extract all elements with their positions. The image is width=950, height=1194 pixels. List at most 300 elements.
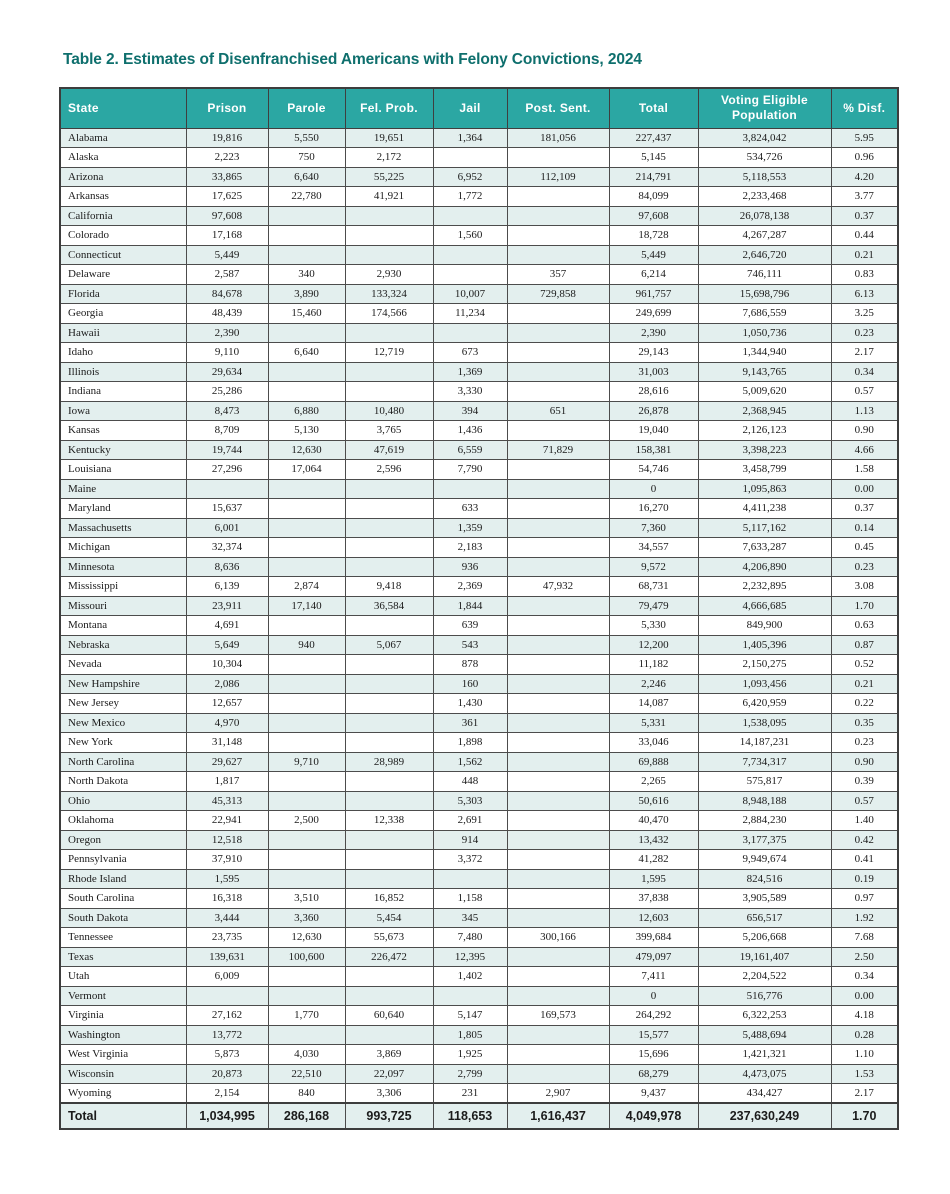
- value-cell: [268, 226, 345, 246]
- value-cell: 6,640: [268, 343, 345, 363]
- value-cell: 9,437: [609, 1084, 698, 1104]
- state-cell: Montana: [60, 616, 186, 636]
- table-row: [60, 1006, 898, 1026]
- total-value-cell: 237,630,249: [698, 1103, 831, 1129]
- value-cell: 5,488,694: [698, 1025, 831, 1045]
- value-cell: 1,925: [433, 1045, 507, 1065]
- state-cell: Pennsylvania: [60, 850, 186, 870]
- total-label-cell: Total: [60, 1103, 186, 1129]
- value-cell: 23,735: [186, 928, 268, 948]
- value-cell: 361: [433, 713, 507, 733]
- value-cell: 6,420,959: [698, 694, 831, 714]
- value-cell: 15,637: [186, 499, 268, 519]
- value-cell: [507, 460, 609, 480]
- table-row: [60, 187, 898, 207]
- value-cell: 7,633,287: [698, 538, 831, 558]
- table-row: [60, 791, 898, 811]
- value-cell: 7,734,317: [698, 752, 831, 772]
- value-cell: 5,009,620: [698, 382, 831, 402]
- value-cell: [507, 986, 609, 1006]
- value-cell: 1,095,863: [698, 479, 831, 499]
- value-cell: 6,640: [268, 167, 345, 187]
- value-cell: [345, 674, 433, 694]
- value-cell: 26,078,138: [698, 206, 831, 226]
- column-header-total: Total: [609, 88, 698, 128]
- value-cell: 214,791: [609, 167, 698, 187]
- table-row: [60, 635, 898, 655]
- state-cell: Hawaii: [60, 323, 186, 343]
- value-cell: [268, 479, 345, 499]
- value-cell: 1.70: [831, 596, 898, 616]
- value-cell: 1,562: [433, 752, 507, 772]
- value-cell: [433, 206, 507, 226]
- value-cell: 79,479: [609, 596, 698, 616]
- value-cell: 9,110: [186, 343, 268, 363]
- state-cell: Wyoming: [60, 1084, 186, 1104]
- value-cell: 8,709: [186, 421, 268, 441]
- value-cell: 2.17: [831, 1084, 898, 1104]
- value-cell: 27,162: [186, 1006, 268, 1026]
- column-header-parole: Parole: [268, 88, 345, 128]
- value-cell: 10,304: [186, 655, 268, 675]
- value-cell: 50,616: [609, 791, 698, 811]
- value-cell: 5,303: [433, 791, 507, 811]
- value-cell: 100,600: [268, 947, 345, 967]
- state-cell: Michigan: [60, 538, 186, 558]
- value-cell: [268, 967, 345, 987]
- value-cell: [268, 869, 345, 889]
- state-cell: Nevada: [60, 655, 186, 675]
- value-cell: [345, 499, 433, 519]
- value-cell: 31,148: [186, 733, 268, 753]
- value-cell: 1.40: [831, 811, 898, 831]
- table-row: [60, 655, 898, 675]
- value-cell: 1.58: [831, 460, 898, 480]
- value-cell: 25,286: [186, 382, 268, 402]
- value-cell: 5,145: [609, 148, 698, 168]
- value-cell: 543: [433, 635, 507, 655]
- value-cell: 1,050,736: [698, 323, 831, 343]
- value-cell: 19,040: [609, 421, 698, 441]
- value-cell: 0.90: [831, 752, 898, 772]
- value-cell: 68,731: [609, 577, 698, 597]
- value-cell: [268, 382, 345, 402]
- value-cell: 5,147: [433, 1006, 507, 1026]
- value-cell: [507, 1045, 609, 1065]
- column-header-prison: Prison: [186, 88, 268, 128]
- table-row: [60, 811, 898, 831]
- value-cell: 3,765: [345, 421, 433, 441]
- value-cell: [433, 479, 507, 499]
- table-row: [60, 830, 898, 850]
- value-cell: 8,948,188: [698, 791, 831, 811]
- value-cell: [507, 421, 609, 441]
- value-cell: 0.23: [831, 733, 898, 753]
- value-cell: 1.53: [831, 1064, 898, 1084]
- value-cell: 0.34: [831, 362, 898, 382]
- value-cell: 7,411: [609, 967, 698, 987]
- state-cell: Vermont: [60, 986, 186, 1006]
- value-cell: [433, 323, 507, 343]
- value-cell: 6.13: [831, 284, 898, 304]
- value-cell: 5,550: [268, 128, 345, 148]
- table-row: [60, 947, 898, 967]
- table-row: [60, 557, 898, 577]
- value-cell: 84,099: [609, 187, 698, 207]
- value-cell: 17,140: [268, 596, 345, 616]
- total-value-cell: 1.70: [831, 1103, 898, 1129]
- value-cell: 7.68: [831, 928, 898, 948]
- column-header-fel-prob: Fel. Prob.: [345, 88, 433, 128]
- state-cell: Tennessee: [60, 928, 186, 948]
- value-cell: [186, 479, 268, 499]
- value-cell: [507, 362, 609, 382]
- value-cell: 2,646,720: [698, 245, 831, 265]
- value-cell: 0.44: [831, 226, 898, 246]
- value-cell: 0.28: [831, 1025, 898, 1045]
- value-cell: 824,516: [698, 869, 831, 889]
- value-cell: [345, 772, 433, 792]
- value-cell: [345, 616, 433, 636]
- state-cell: New Jersey: [60, 694, 186, 714]
- value-cell: [507, 1064, 609, 1084]
- value-cell: 4,691: [186, 616, 268, 636]
- value-cell: [345, 226, 433, 246]
- state-cell: Colorado: [60, 226, 186, 246]
- value-cell: 174,566: [345, 304, 433, 324]
- value-cell: [507, 752, 609, 772]
- value-cell: 840: [268, 1084, 345, 1104]
- value-cell: 16,318: [186, 889, 268, 909]
- table-row: [60, 733, 898, 753]
- value-cell: 15,577: [609, 1025, 698, 1045]
- table-row: [60, 772, 898, 792]
- value-cell: 11,234: [433, 304, 507, 324]
- value-cell: 3,905,589: [698, 889, 831, 909]
- value-cell: 1,359: [433, 518, 507, 538]
- value-cell: 2,369: [433, 577, 507, 597]
- value-cell: 0.14: [831, 518, 898, 538]
- value-cell: 1,560: [433, 226, 507, 246]
- value-cell: 16,852: [345, 889, 433, 909]
- value-cell: 3,360: [268, 908, 345, 928]
- table-row: [60, 479, 898, 499]
- value-cell: 399,684: [609, 928, 698, 948]
- value-cell: 17,625: [186, 187, 268, 207]
- value-cell: [268, 1025, 345, 1045]
- total-value-cell: 118,653: [433, 1103, 507, 1129]
- value-cell: 0.00: [831, 986, 898, 1006]
- value-cell: 878: [433, 655, 507, 675]
- state-cell: California: [60, 206, 186, 226]
- value-cell: 11,182: [609, 655, 698, 675]
- value-cell: [507, 694, 609, 714]
- value-cell: 2,204,522: [698, 967, 831, 987]
- state-cell: Oklahoma: [60, 811, 186, 831]
- state-cell: Alabama: [60, 128, 186, 148]
- value-cell: 1,436: [433, 421, 507, 441]
- total-value-cell: 1,616,437: [507, 1103, 609, 1129]
- value-cell: 71,829: [507, 440, 609, 460]
- value-cell: [507, 596, 609, 616]
- disenfranchisement-table: [59, 87, 899, 1130]
- value-cell: 26,878: [609, 401, 698, 421]
- value-cell: [433, 148, 507, 168]
- value-cell: [507, 206, 609, 226]
- value-cell: 0.57: [831, 791, 898, 811]
- value-cell: 2,596: [345, 460, 433, 480]
- value-cell: 6,214: [609, 265, 698, 285]
- value-cell: 4.20: [831, 167, 898, 187]
- table-row: [60, 694, 898, 714]
- value-cell: [507, 148, 609, 168]
- table-row: [60, 986, 898, 1006]
- value-cell: 3,444: [186, 908, 268, 928]
- state-cell: Arkansas: [60, 187, 186, 207]
- value-cell: 2,150,275: [698, 655, 831, 675]
- value-cell: 47,619: [345, 440, 433, 460]
- value-cell: [507, 889, 609, 909]
- value-cell: 1,595: [186, 869, 268, 889]
- value-cell: 0.37: [831, 499, 898, 519]
- value-cell: 9,418: [345, 577, 433, 597]
- value-cell: 0.97: [831, 889, 898, 909]
- value-cell: 750: [268, 148, 345, 168]
- value-cell: 0.21: [831, 245, 898, 265]
- value-cell: [268, 986, 345, 1006]
- state-cell: Missouri: [60, 596, 186, 616]
- value-cell: 2,126,123: [698, 421, 831, 441]
- table-footer: [60, 1103, 898, 1129]
- table-row: [60, 382, 898, 402]
- value-cell: 48,439: [186, 304, 268, 324]
- value-cell: 0.52: [831, 655, 898, 675]
- value-cell: [345, 323, 433, 343]
- table-row: [60, 850, 898, 870]
- value-cell: [507, 811, 609, 831]
- total-value-cell: 993,725: [345, 1103, 433, 1129]
- value-cell: 14,087: [609, 694, 698, 714]
- value-cell: 656,517: [698, 908, 831, 928]
- state-cell: Illinois: [60, 362, 186, 382]
- value-cell: [507, 187, 609, 207]
- state-cell: South Dakota: [60, 908, 186, 928]
- value-cell: 4,666,685: [698, 596, 831, 616]
- value-cell: 849,900: [698, 616, 831, 636]
- value-cell: 5.95: [831, 128, 898, 148]
- value-cell: 19,816: [186, 128, 268, 148]
- value-cell: [507, 674, 609, 694]
- value-cell: 2,265: [609, 772, 698, 792]
- value-cell: 9,143,765: [698, 362, 831, 382]
- value-cell: 5,873: [186, 1045, 268, 1065]
- value-cell: 1,402: [433, 967, 507, 987]
- value-cell: [268, 538, 345, 558]
- state-cell: Indiana: [60, 382, 186, 402]
- value-cell: [345, 694, 433, 714]
- value-cell: 7,480: [433, 928, 507, 948]
- value-cell: 300,166: [507, 928, 609, 948]
- value-cell: 3,510: [268, 889, 345, 909]
- value-cell: 914: [433, 830, 507, 850]
- value-cell: [268, 694, 345, 714]
- value-cell: [507, 655, 609, 675]
- value-cell: 12,200: [609, 635, 698, 655]
- value-cell: 133,324: [345, 284, 433, 304]
- value-cell: [268, 713, 345, 733]
- value-cell: 0.96: [831, 148, 898, 168]
- value-cell: 2,500: [268, 811, 345, 831]
- value-cell: [268, 245, 345, 265]
- value-cell: 60,640: [345, 1006, 433, 1026]
- value-cell: [345, 655, 433, 675]
- value-cell: [507, 830, 609, 850]
- value-cell: 2,390: [186, 323, 268, 343]
- value-cell: 31,003: [609, 362, 698, 382]
- value-cell: [345, 869, 433, 889]
- state-cell: Kansas: [60, 421, 186, 441]
- state-cell: Arizona: [60, 167, 186, 187]
- state-cell: Louisiana: [60, 460, 186, 480]
- value-cell: [268, 850, 345, 870]
- value-cell: 0.22: [831, 694, 898, 714]
- value-cell: [345, 733, 433, 753]
- value-cell: 3,372: [433, 850, 507, 870]
- value-cell: 4.66: [831, 440, 898, 460]
- value-cell: 6,139: [186, 577, 268, 597]
- value-cell: 5,130: [268, 421, 345, 441]
- table-row: [60, 362, 898, 382]
- value-cell: [507, 343, 609, 363]
- value-cell: 97,608: [609, 206, 698, 226]
- total-value-cell: 4,049,978: [609, 1103, 698, 1129]
- state-cell: Delaware: [60, 265, 186, 285]
- value-cell: 3,306: [345, 1084, 433, 1104]
- value-cell: 68,279: [609, 1064, 698, 1084]
- table-row: [60, 1064, 898, 1084]
- state-cell: Alaska: [60, 148, 186, 168]
- state-cell: Minnesota: [60, 557, 186, 577]
- state-cell: Rhode Island: [60, 869, 186, 889]
- value-cell: 22,941: [186, 811, 268, 831]
- value-cell: 28,989: [345, 752, 433, 772]
- value-cell: 6,559: [433, 440, 507, 460]
- table-row: [60, 1025, 898, 1045]
- value-cell: 5,117,162: [698, 518, 831, 538]
- value-cell: [507, 733, 609, 753]
- value-cell: 340: [268, 265, 345, 285]
- value-cell: 6,952: [433, 167, 507, 187]
- table-row: [60, 148, 898, 168]
- value-cell: 32,374: [186, 538, 268, 558]
- value-cell: 2,874: [268, 577, 345, 597]
- table-row: [60, 343, 898, 363]
- value-cell: 264,292: [609, 1006, 698, 1026]
- value-cell: 6,322,253: [698, 1006, 831, 1026]
- value-cell: 2,691: [433, 811, 507, 831]
- state-cell: West Virginia: [60, 1045, 186, 1065]
- value-cell: [345, 382, 433, 402]
- value-cell: 226,472: [345, 947, 433, 967]
- value-cell: [507, 635, 609, 655]
- value-cell: 1,817: [186, 772, 268, 792]
- value-cell: [345, 206, 433, 226]
- value-cell: [433, 245, 507, 265]
- value-cell: 33,865: [186, 167, 268, 187]
- value-cell: 160: [433, 674, 507, 694]
- state-cell: Texas: [60, 947, 186, 967]
- table-row: [60, 284, 898, 304]
- value-cell: 2,884,230: [698, 811, 831, 831]
- column-header-jail: Jail: [433, 88, 507, 128]
- table-row: [60, 713, 898, 733]
- value-cell: 5,118,553: [698, 167, 831, 187]
- value-cell: 29,627: [186, 752, 268, 772]
- value-cell: 27,296: [186, 460, 268, 480]
- value-cell: [268, 733, 345, 753]
- table-row: [60, 752, 898, 772]
- value-cell: 6,009: [186, 967, 268, 987]
- value-cell: 139,631: [186, 947, 268, 967]
- value-cell: 357: [507, 265, 609, 285]
- table-row: [60, 401, 898, 421]
- state-cell: Maryland: [60, 499, 186, 519]
- value-cell: 0.42: [831, 830, 898, 850]
- table-row: [60, 421, 898, 441]
- value-cell: 2,930: [345, 265, 433, 285]
- value-cell: [507, 713, 609, 733]
- value-cell: 746,111: [698, 265, 831, 285]
- value-cell: 3.77: [831, 187, 898, 207]
- value-cell: 1,772: [433, 187, 507, 207]
- value-cell: 673: [433, 343, 507, 363]
- value-cell: 41,921: [345, 187, 433, 207]
- value-cell: 4,473,075: [698, 1064, 831, 1084]
- state-cell: North Dakota: [60, 772, 186, 792]
- value-cell: [345, 1025, 433, 1045]
- value-cell: [507, 772, 609, 792]
- value-cell: 84,678: [186, 284, 268, 304]
- value-cell: 22,780: [268, 187, 345, 207]
- value-cell: [345, 791, 433, 811]
- value-cell: 3,824,042: [698, 128, 831, 148]
- table-row: [60, 460, 898, 480]
- header-row: [60, 88, 898, 128]
- value-cell: [345, 967, 433, 987]
- value-cell: 0.39: [831, 772, 898, 792]
- value-cell: [507, 538, 609, 558]
- table-row: [60, 206, 898, 226]
- value-cell: 14,187,231: [698, 733, 831, 753]
- state-cell: Nebraska: [60, 635, 186, 655]
- value-cell: 1,158: [433, 889, 507, 909]
- value-cell: 54,746: [609, 460, 698, 480]
- state-cell: Connecticut: [60, 245, 186, 265]
- value-cell: [345, 479, 433, 499]
- value-cell: 7,360: [609, 518, 698, 538]
- column-header-post-sent: Post. Sent.: [507, 88, 609, 128]
- value-cell: 0.37: [831, 206, 898, 226]
- state-cell: South Carolina: [60, 889, 186, 909]
- value-cell: 479,097: [609, 947, 698, 967]
- column-header-pct-disf: % Disf.: [831, 88, 898, 128]
- total-value-cell: 286,168: [268, 1103, 345, 1129]
- value-cell: [507, 479, 609, 499]
- value-cell: [268, 206, 345, 226]
- table-row: [60, 226, 898, 246]
- table-row: [60, 323, 898, 343]
- table-row: [60, 869, 898, 889]
